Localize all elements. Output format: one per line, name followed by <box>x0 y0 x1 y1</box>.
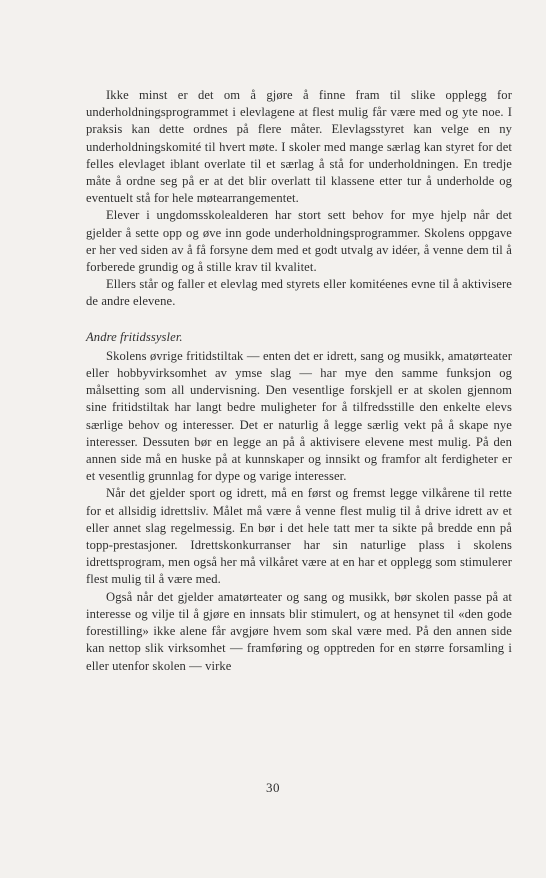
paragraph: Ikke minst er det om å gjøre å finne fram til slike opplegg for underholdningsprogrammet i elevlagene at flest mulig får være med og yte noe. I praksis kan dette ordnes på flere måter. Elevlagsstyret kan velge en ny underholdningskomité til hvert møte. I skoler med mange særlag kan styret for det felles elevlaget iblant overlate til et særlag å stå for underholdningen. En tredje måte å ordne seg på er at det blir overlatt til klassene etter tur å underholde og eventuelt stå for hele møtearrangementet. <box>86 88 512 206</box>
section-heading: Andre fritidssysler. <box>86 329 183 344</box>
paragraph: Ellers står og faller et elevlag med styrets eller komitéenes evne til å aktivisere de andre elevene. <box>86 277 512 309</box>
paragraph: Skolens øvrige fritidstiltak — enten det er idrett, sang og musikk, amatørteater eller hobbyvirksomhet av ymse slag — har mye den samme funksjon og målsetting som all undervisning. Den vesentlige forskjell er at skolen gjennom sine fritidstiltak har langt bedre muligheter for å tilfredsstille den enkelte elevs særlige behov og interesser. Det er naturlig å legge særlig vekt på å skape nye interesser. Dessuten bør en legge an på å aktivisere elevene mest mulig. På den annen side må en huske på at kunnskaper og innsikt og framfor alt ferdigheter er et vesentlig grunnlag for dype og varige interesser. <box>86 348 512 484</box>
page-number: 30 <box>266 780 280 795</box>
body-text <box>86 87 512 675</box>
paragraph: Også når det gjelder amatørteater og sang og musikk, bør skolen passe på at interesse og vilje til å gjøre en innsats blir stimulert, og at hensynet til «den gode forestilling» ikke alene får avgjøre hvem som skal være med. På den annen side kan nettop slik virksomhet — framføring og opptreden for en større forsamling i eller utenfor skolen — virke <box>86 589 512 673</box>
paragraph: Når det gjelder sport og idrett, må en først og fremst legge vilkårene til rette for et allsidig idrettsliv. Målet må være å venne flest mulig til å drive idrett av et eller annet slag regelmessig. En bør i det hele tatt mer ta sikte på bredde enn på topp-prestasjoner. Idrettskonkurranser har sin naturlige plass i skolens idrettsprogram, men også her må vilkåret være at en har et opplegg som stimulerer flest mulig til å være med. <box>86 486 512 587</box>
paragraph: Elever i ungdomsskolealderen har stort sett behov for mye hjelp når det gjelder å sette opp og øve inn gode underholdningsprogrammer. Skolens oppgave er her ved siden av å få forsyne dem med et godt utvalg av idéer, å venne dem til å forberede grundig og å stille krav til kvalitet. <box>86 208 512 275</box>
